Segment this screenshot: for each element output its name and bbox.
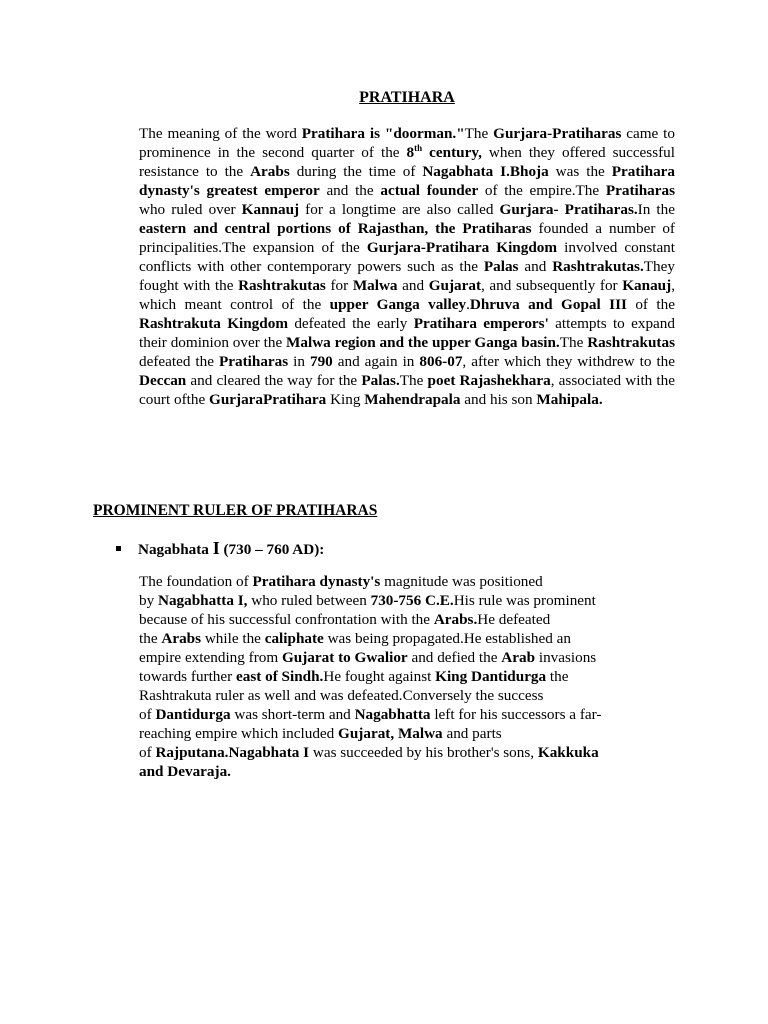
intro-run: founded a number of principalities.The expansion of the	[139, 220, 675, 256]
body2-run: Rajputana.Nagabhata I	[155, 744, 310, 761]
intro-run: and again in	[332, 353, 420, 370]
intro-run: th	[414, 142, 423, 153]
intro-run: Nagabhata I.Bhoja	[422, 163, 549, 180]
body2-run: left for his successors a far-	[430, 706, 602, 723]
intro-run: came to prominence in the second quarter of the	[139, 125, 675, 161]
body2-run: reaching empire which included	[139, 725, 339, 742]
intro-run: Gurjara- Pratiharas.	[499, 201, 638, 218]
intro-run: actual founder	[380, 182, 479, 199]
body2-run: was short-term and	[230, 706, 355, 723]
intro-run: Rashtrakutas	[587, 334, 675, 351]
intro-run: Kannauj	[241, 201, 300, 218]
intro-run: , associated with the court ofthe	[139, 372, 675, 408]
intro-run: , and subsequently for	[481, 277, 623, 294]
body2-run: Pratihara dynasty's	[252, 573, 381, 590]
bullet-dates: (730 – 760 AD):	[219, 541, 325, 558]
intro-run: for	[325, 277, 353, 294]
body2-run: Arab	[501, 649, 536, 666]
intro-run: Gujarat	[428, 277, 482, 294]
intro-run: upper Ganga valley	[329, 296, 467, 313]
intro-paragraph	[139, 124, 675, 409]
intro-run: and	[518, 258, 553, 275]
body2-run: was being propagated.He established an	[323, 630, 571, 647]
body2-run: Kakkuka	[537, 744, 599, 761]
body2-run: He fought against	[323, 668, 436, 685]
intro-run: In the	[637, 201, 675, 218]
intro-run: and his son	[460, 391, 537, 408]
intro-run: defeated the early	[287, 315, 414, 332]
body2-run: and parts	[442, 725, 502, 742]
intro-run: 8	[406, 144, 415, 161]
intro-run: Malwa	[352, 277, 398, 294]
intro-run: Mahipala.	[536, 391, 603, 408]
intro-run: GurjaraPratihara	[209, 391, 327, 408]
body2-run: was succeeded by his brother's sons,	[309, 744, 538, 761]
intro-run: was the	[548, 163, 612, 180]
intro-run: The	[559, 334, 588, 351]
body2-run: Gujarat to Gwalior	[281, 649, 408, 666]
intro-run: for a longtime are also called	[299, 201, 500, 218]
body2-run: of	[139, 744, 156, 761]
bullet-name: Nagabhata	[138, 541, 213, 558]
body2-run: while the	[201, 630, 265, 647]
intro-run: The meaning of the word	[139, 125, 302, 142]
intro-run: eastern and central portions of Rajasthan, the Pratiharas	[139, 220, 532, 237]
intro-run: The	[464, 125, 494, 142]
nagabhata-paragraph	[139, 572, 679, 781]
body2-run: His rule was prominent	[453, 592, 596, 609]
intro-run: Arabs	[250, 163, 290, 180]
page-title: PRATIHARA	[359, 89, 455, 106]
intro-run: Mahendrapala	[364, 391, 461, 408]
intro-run: Deccan	[139, 372, 187, 389]
intro-run: Palas	[483, 258, 519, 275]
body2-run: invasions	[535, 649, 597, 666]
intro-run: and cleared the way for the	[186, 372, 362, 389]
intro-run: .	[466, 296, 470, 313]
body2-run: the	[546, 668, 569, 685]
intro-run: Palas.	[361, 372, 400, 389]
body2-run: east of Sindh.	[236, 668, 324, 685]
body2-run: magnitude was positioned	[380, 573, 543, 590]
intro-run: 790	[309, 353, 333, 370]
intro-run: 806-07	[419, 353, 463, 370]
body2-run: and defied the	[407, 649, 502, 666]
body2-run: Arabs.	[433, 611, 478, 628]
intro-run: , which meant control of the	[139, 277, 675, 313]
intro-run: defeated the	[139, 353, 219, 370]
intro-run: during the time of	[289, 163, 423, 180]
intro-run: when they offered successful resistance to the	[139, 144, 675, 180]
body2-run: who ruled between	[247, 592, 371, 609]
intro-run: The	[399, 372, 428, 389]
intro-run: Rashtrakutas.	[552, 258, 644, 275]
intro-run: , after which they withdrew to the	[462, 353, 676, 370]
body2-run: because of his successful confrontation with the	[139, 611, 434, 628]
body2-run: King Dantidurga	[435, 668, 547, 685]
bullet-item-nagabhata	[116, 538, 324, 560]
body2-run: by	[139, 592, 158, 609]
intro-run: Pratiharas	[218, 353, 289, 370]
intro-run: King	[326, 391, 365, 408]
intro-run: century,	[422, 144, 482, 161]
intro-run: attempts to expand their dominion over the	[139, 315, 675, 351]
intro-run: Dhruva and Gopal III	[469, 296, 627, 313]
body2-run: and Devaraja.	[139, 763, 231, 780]
body2-run: towards further	[139, 668, 236, 685]
intro-run: involved constant conflicts with other contemporary powers such as the	[139, 239, 676, 275]
intro-run: Gurjara-Pratiharas	[493, 125, 622, 142]
square-bullet-icon	[116, 546, 121, 551]
intro-run: Rashtrakutas	[238, 277, 326, 294]
body2-run: Gujarat, Malwa	[338, 725, 443, 742]
intro-run: Pratihara is "doorman."	[301, 125, 465, 142]
body2-run: He defeated	[477, 611, 551, 628]
body2-run: Rashtrakuta ruler as well and was defeated.Conversely the success	[139, 687, 544, 704]
intro-run: and	[397, 277, 429, 294]
intro-run: Pratihara emperors'	[413, 315, 549, 332]
intro-run: of the	[626, 296, 675, 313]
intro-run: Rashtrakuta Kingdom	[139, 315, 288, 332]
intro-run: poet Rajashekhara	[427, 372, 551, 389]
body2-run: of	[139, 706, 156, 723]
intro-run: Gurjara-Pratihara Kingdom	[366, 239, 558, 256]
body2-run: Arabs	[161, 630, 202, 647]
body2-run: Nagabhatta	[354, 706, 431, 723]
intro-run: They fought with the	[139, 258, 675, 294]
body2-run: the	[139, 630, 162, 647]
intro-run: of the empire.The	[478, 182, 606, 199]
body2-run: The foundation of	[139, 573, 253, 590]
body2-run: caliphate	[264, 630, 324, 647]
intro-run: and the	[319, 182, 381, 199]
intro-run: in	[288, 353, 310, 370]
body2-run: 730-756 C.E.	[370, 592, 454, 609]
section-heading: PROMINENT RULER OF PRATIHARAS	[93, 502, 378, 519]
body2-run: Dantidurga	[155, 706, 231, 723]
body2-run: Nagabhatta I,	[157, 592, 248, 609]
intro-run: Malwa region and the upper Ganga basin.	[286, 334, 560, 351]
intro-run: Pratiharas	[605, 182, 676, 199]
bullet-numeral: I	[212, 538, 220, 558]
intro-run: Pratihara dynasty's greatest emperor	[139, 163, 675, 199]
intro-run: Kanauj	[622, 277, 672, 294]
body2-run: empire extending from	[139, 649, 282, 666]
intro-run: who ruled over	[139, 201, 242, 218]
